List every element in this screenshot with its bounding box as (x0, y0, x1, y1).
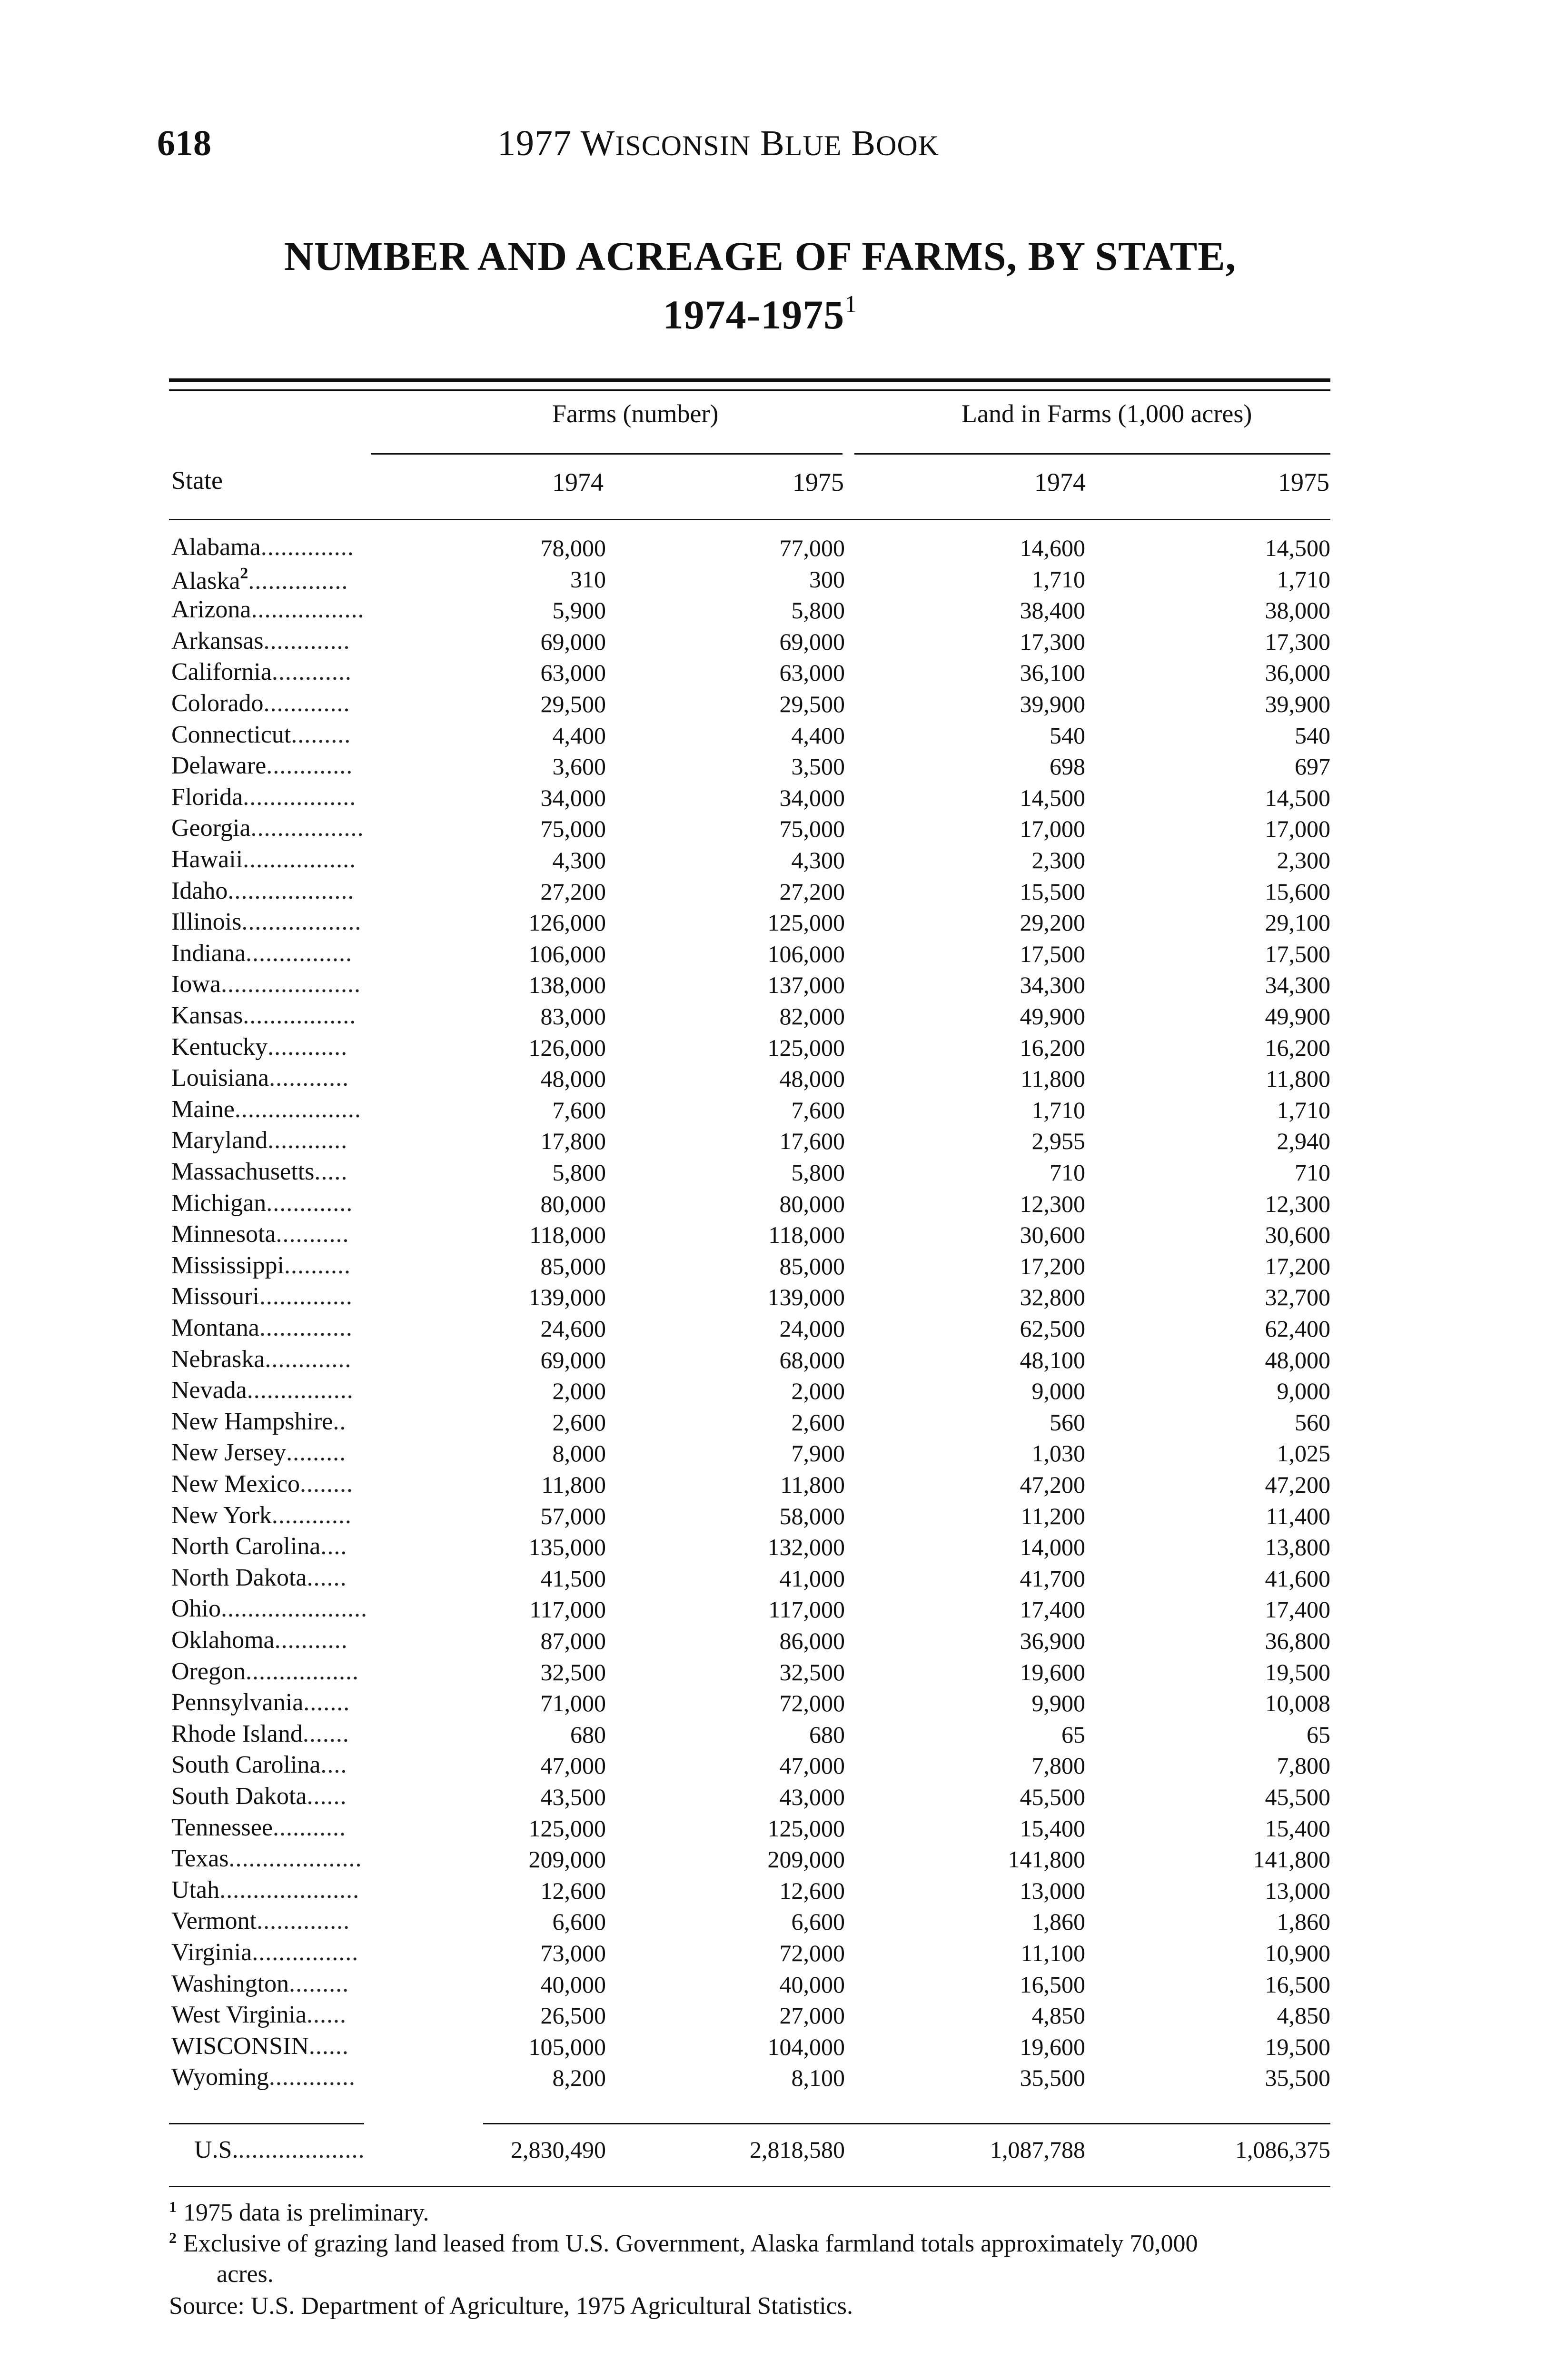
cell-land-1975: 17,000 (1265, 815, 1330, 842)
cell-land-1974: 1,710 (1031, 1097, 1085, 1123)
cell-land-1975: 62,400 (1265, 1315, 1330, 1342)
cell-land-1975: 540 (1295, 722, 1330, 749)
state-name: New Jersey......... (171, 1439, 347, 1466)
cell-farms-1974: 138,000 (528, 972, 606, 998)
header-farms-1974: 1974 (552, 468, 604, 496)
state-name: Montana.............. (171, 1314, 353, 1341)
cell-farms-1975: 7,900 (791, 1440, 845, 1467)
cell-farms-1974: 83,000 (540, 1003, 606, 1030)
cell-farms-1975: 24,000 (779, 1315, 845, 1342)
cell-land-1975: 16,500 (1265, 1971, 1330, 1998)
cell-farms-1974: 2,000 (552, 1378, 606, 1404)
cell-land-1974: 11,800 (1021, 1065, 1085, 1092)
cell-land-1975: 11,800 (1266, 1065, 1330, 1092)
cell-land-1975: 1,860 (1277, 1908, 1330, 1935)
cell-farms-1974: 24,600 (540, 1315, 606, 1342)
cell-land-1975: 13,800 (1265, 1534, 1330, 1560)
cell-land-1974: 38,400 (1020, 597, 1085, 624)
cell-land-1975: 36,000 (1265, 659, 1330, 686)
state-name: Washington......... (171, 1970, 349, 1997)
cell-farms-1974: 5,900 (552, 597, 606, 624)
footnote-1: $^1$ 1975 data is preliminary. (169, 2198, 429, 2226)
cell-farms-1974: 11,800 (541, 1471, 606, 1498)
cell-farms-1974: 2,600 (552, 1409, 606, 1436)
total-rule-left (169, 2123, 364, 2124)
cell-farms-1975: 27,000 (779, 2002, 845, 2029)
cell-land-1974: 16,500 (1020, 1971, 1085, 1998)
cell-farms-1974: 47,000 (540, 1752, 606, 1779)
cell-land-1975: 15,600 (1265, 878, 1330, 905)
cell-farms-1974: 69,000 (540, 628, 606, 655)
cell-land-1975: 17,500 (1265, 941, 1330, 967)
cell-farms-1975: 6,600 (791, 1908, 845, 1935)
cell-farms-1974: 209,000 (528, 1846, 606, 1873)
state-name: Pennsylvania....... (171, 1689, 350, 1716)
state-name: North Dakota...... (171, 1564, 347, 1591)
cell-land-1975: 35,500 (1265, 2064, 1330, 2091)
cell-land-1974: 2,955 (1031, 1128, 1085, 1154)
cell-farms-1975: 118,000 (768, 1221, 845, 1248)
cell-land-1975: 7,800 (1277, 1752, 1330, 1779)
cell-farms-1974: 73,000 (540, 1940, 606, 1966)
cell-farms-1974: 139,000 (528, 1284, 606, 1310)
cell-land-1974: 14,000 (1020, 1534, 1085, 1560)
cell-farms-1974: 48,000 (540, 1065, 606, 1092)
total-land-1975: 1,086,375 (1235, 2136, 1330, 2163)
cell-land-1974: 39,900 (1020, 691, 1085, 717)
cell-land-1975: 41,600 (1265, 1565, 1330, 1592)
cell-land-1974: 1,710 (1031, 566, 1085, 593)
header-land-1974: 1974 (1034, 468, 1086, 496)
cell-land-1975: 4,850 (1277, 2002, 1330, 2029)
cell-farms-1975: 125,000 (767, 909, 845, 936)
cell-land-1974: 34,300 (1020, 972, 1085, 998)
state-name: Delaware............. (171, 752, 353, 779)
header-farms-1975: 1975 (793, 468, 844, 496)
cell-land-1974: 9,900 (1031, 1690, 1085, 1716)
state-name: Vermont.............. (171, 1907, 350, 1934)
cell-farms-1975: 17,600 (779, 1128, 845, 1154)
cell-farms-1974: 126,000 (528, 909, 606, 936)
cell-farms-1974: 34,000 (540, 784, 606, 811)
cell-land-1974: 29,200 (1020, 909, 1085, 936)
total-state: U.S.................... (194, 2136, 365, 2163)
cell-land-1975: 15,400 (1265, 1815, 1330, 1842)
running-head: 1977 WISCONSIN BLUE BOOK (497, 123, 940, 163)
cell-land-1974: 540 (1050, 722, 1085, 749)
cell-land-1975: 65 (1307, 1721, 1330, 1748)
cell-land-1975: 30,600 (1265, 1221, 1330, 1248)
state-name: Oklahoma........... (171, 1626, 348, 1654)
state-name: Texas.................... (171, 1845, 362, 1872)
cell-farms-1974: 80,000 (540, 1190, 606, 1217)
cell-farms-1975: 125,000 (767, 1815, 845, 1842)
header-farms-number: Farms (number) (552, 399, 719, 428)
cell-farms-1975: 29,500 (779, 691, 845, 717)
state-name: Alaska$^2$............... (171, 565, 348, 595)
cell-farms-1974: 680 (570, 1721, 606, 1748)
cell-farms-1974: 63,000 (540, 659, 606, 686)
cell-farms-1975: 300 (809, 566, 845, 593)
cell-land-1974: 560 (1050, 1409, 1085, 1436)
cell-farms-1974: 87,000 (540, 1627, 606, 1654)
table-title: NUMBER AND ACREAGE OF FARMS, BY STATE, (284, 233, 1237, 279)
cell-farms-1975: 40,000 (779, 1971, 845, 1998)
cell-farms-1975: 2,000 (791, 1378, 845, 1404)
cell-land-1975: 19,500 (1265, 2033, 1330, 2060)
cell-farms-1975: 117,000 (768, 1596, 845, 1623)
cell-farms-1975: 80,000 (779, 1190, 845, 1217)
cell-land-1974: 47,200 (1020, 1471, 1085, 1498)
top-rule-thick (169, 378, 1330, 382)
cell-farms-1974: 135,000 (528, 1534, 606, 1560)
cell-land-1974: 36,100 (1020, 659, 1085, 686)
state-name: Alabama.............. (171, 534, 354, 561)
cell-land-1975: 9,000 (1277, 1378, 1330, 1404)
state-name: Georgia................. (171, 814, 364, 842)
cell-land-1975: 710 (1295, 1159, 1330, 1186)
cell-land-1975: 17,400 (1265, 1596, 1330, 1623)
cell-land-1975: 10,008 (1265, 1690, 1330, 1716)
cell-land-1975: 34,300 (1265, 972, 1330, 998)
cell-land-1975: 19,500 (1265, 1659, 1330, 1686)
cell-farms-1975: 72,000 (779, 1940, 845, 1966)
cell-farms-1975: 69,000 (779, 628, 845, 655)
cell-farms-1975: 27,200 (779, 878, 845, 905)
cell-land-1975: 49,900 (1265, 1003, 1330, 1030)
state-name: Mississippi.......... (171, 1252, 351, 1279)
cell-land-1974: 19,600 (1020, 2033, 1085, 2060)
state-name: Rhode Island....... (171, 1720, 349, 1747)
cell-land-1974: 65 (1061, 1721, 1085, 1748)
state-name: Missouri.............. (171, 1283, 353, 1310)
state-name: Ohio...................... (171, 1595, 367, 1622)
cell-land-1974: 14,600 (1020, 535, 1085, 561)
cell-farms-1975: 11,800 (780, 1471, 845, 1498)
cell-farms-1975: 34,000 (779, 784, 845, 811)
cell-farms-1974: 310 (570, 566, 606, 593)
cell-land-1974: 30,600 (1020, 1221, 1085, 1248)
state-name: Kansas................. (171, 1002, 357, 1029)
total-land-1974: 1,087,788 (990, 2136, 1085, 2163)
cell-land-1974: 15,500 (1020, 878, 1085, 905)
cell-farms-1975: 75,000 (779, 815, 845, 842)
cell-land-1975: 14,500 (1265, 535, 1330, 561)
cell-farms-1975: 82,000 (779, 1003, 845, 1030)
cell-land-1974: 1,030 (1031, 1440, 1085, 1467)
state-name: Massachusetts..... (171, 1158, 348, 1185)
cell-farms-1975: 41,000 (779, 1565, 845, 1592)
cell-farms-1975: 2,600 (791, 1409, 845, 1436)
state-name: Iowa..................... (171, 971, 361, 998)
cell-farms-1974: 3,600 (552, 753, 606, 780)
cell-farms-1974: 6,600 (552, 1908, 606, 1935)
cell-farms-1975: 139,000 (767, 1284, 845, 1310)
cell-land-1975: 39,900 (1265, 691, 1330, 717)
header-bottom-rule (169, 519, 1330, 520)
state-name: Arizona................. (171, 596, 365, 623)
state-name: Colorado............. (171, 690, 350, 717)
cell-farms-1974: 105,000 (528, 2033, 606, 2060)
cell-land-1975: 48,000 (1265, 1347, 1330, 1373)
cell-land-1975: 17,300 (1265, 628, 1330, 655)
state-name: Arkansas............. (171, 627, 350, 654)
page-number: 618 (157, 123, 211, 163)
state-name: Florida................. (171, 783, 357, 811)
cell-land-1974: 17,300 (1020, 628, 1085, 655)
cell-land-1974: 13,000 (1020, 1877, 1085, 1904)
cell-land-1974: 1,860 (1031, 1908, 1085, 1935)
cell-land-1974: 41,700 (1020, 1565, 1085, 1592)
cell-land-1975: 13,000 (1265, 1877, 1330, 1904)
cell-farms-1974: 117,000 (529, 1596, 606, 1623)
cell-farms-1975: 106,000 (767, 941, 845, 967)
cell-land-1974: 62,500 (1020, 1315, 1085, 1342)
state-name: New York............ (171, 1502, 352, 1529)
cell-farms-1975: 58,000 (779, 1503, 845, 1529)
cell-land-1974: 710 (1050, 1159, 1085, 1186)
total-farms-1975: 2,818,580 (750, 2136, 845, 2163)
cell-land-1974: 19,600 (1020, 1659, 1085, 1686)
top-rule-thin (169, 389, 1330, 391)
cell-farms-1975: 63,000 (779, 659, 845, 686)
cell-farms-1974: 57,000 (540, 1503, 606, 1529)
cell-farms-1974: 71,000 (540, 1690, 606, 1716)
state-name: Minnesota........... (171, 1220, 349, 1248)
cell-farms-1974: 27,200 (540, 878, 606, 905)
state-name: Wyoming............. (171, 2063, 356, 2091)
cell-farms-1974: 8,000 (552, 1440, 606, 1467)
cell-farms-1975: 4,300 (791, 847, 845, 873)
state-name: South Carolina.... (171, 1751, 347, 1778)
state-name: North Carolina.... (171, 1533, 347, 1560)
state-name: New Mexico........ (171, 1470, 354, 1497)
cell-land-1974: 141,800 (1008, 1846, 1085, 1873)
state-name: Nevada................ (171, 1377, 354, 1404)
cell-land-1975: 1,710 (1277, 566, 1330, 593)
state-name: Connecticut......... (171, 721, 351, 748)
cell-farms-1975: 5,800 (791, 597, 845, 624)
cell-land-1974: 17,000 (1020, 815, 1085, 842)
bottom-rule (169, 2186, 1330, 2187)
cell-farms-1974: 126,000 (528, 1034, 606, 1061)
state-name: California............ (171, 658, 352, 685)
title-footnote-mark: 1 (844, 291, 858, 318)
cell-farms-1974: 43,500 (540, 1784, 606, 1810)
cell-farms-1974: 17,800 (540, 1128, 606, 1154)
cell-land-1975: 32,700 (1265, 1284, 1330, 1310)
cell-farms-1975: 85,000 (779, 1253, 845, 1279)
cell-farms-1974: 69,000 (540, 1347, 606, 1373)
cell-land-1975: 1,710 (1277, 1097, 1330, 1123)
cell-farms-1974: 32,500 (540, 1659, 606, 1686)
cell-land-1974: 49,900 (1020, 1003, 1085, 1030)
cell-land-1974: 35,500 (1020, 2064, 1085, 2091)
cell-land-1974: 12,300 (1020, 1190, 1085, 1217)
cell-land-1974: 16,200 (1020, 1034, 1085, 1061)
state-name: Illinois.................. (171, 908, 362, 935)
cell-land-1974: 4,850 (1031, 2002, 1085, 2029)
cell-farms-1975: 680 (809, 1721, 845, 1748)
cell-farms-1975: 5,800 (791, 1159, 845, 1186)
cell-farms-1974: 118,000 (529, 1221, 606, 1248)
cell-land-1975: 17,200 (1265, 1253, 1330, 1279)
cell-land-1975: 141,800 (1253, 1846, 1330, 1873)
state-name: Michigan............. (171, 1190, 353, 1217)
cell-farms-1974: 85,000 (540, 1253, 606, 1279)
cell-land-1975: 2,940 (1277, 1128, 1330, 1154)
cell-farms-1974: 40,000 (540, 1971, 606, 1998)
cell-farms-1975: 72,000 (779, 1690, 845, 1716)
cell-farms-1975: 43,000 (779, 1784, 845, 1810)
state-name: Hawaii................. (171, 846, 357, 873)
table-title-years: 1974-1975$^1$ (663, 291, 858, 337)
cell-farms-1974: 12,600 (540, 1877, 606, 1904)
cell-land-1975: 36,800 (1265, 1627, 1330, 1654)
cell-land-1974: 15,400 (1020, 1815, 1085, 1842)
state-name: South Dakota...... (171, 1783, 347, 1810)
header-land-1975: 1975 (1278, 468, 1329, 496)
cell-farms-1974: 106,000 (528, 941, 606, 967)
cell-land-1974: 32,800 (1020, 1284, 1085, 1310)
cell-land-1975: 14,500 (1265, 784, 1330, 811)
state-name: Oregon................. (171, 1658, 359, 1685)
state-name: West Virginia...... (171, 2001, 347, 2028)
cell-farms-1975: 8,100 (791, 2064, 845, 2091)
state-name: Louisiana............ (171, 1064, 349, 1091)
cell-land-1975: 29,100 (1265, 909, 1330, 936)
cell-land-1975: 1,025 (1277, 1440, 1330, 1467)
cell-farms-1975: 125,000 (767, 1034, 845, 1061)
cell-land-1975: 10,900 (1265, 1940, 1330, 1966)
cell-land-1975: 11,400 (1266, 1503, 1330, 1529)
cell-land-1974: 17,200 (1020, 1253, 1085, 1279)
state-name: Maine................... (171, 1096, 361, 1123)
header-land-in-farms: Land in Farms (1,000 acres) (961, 399, 1252, 428)
state-name: Utah..................... (171, 1876, 360, 1904)
cell-land-1974: 2,300 (1031, 847, 1085, 873)
cell-land-1975: 45,500 (1265, 1784, 1330, 1810)
state-name: Indiana................ (171, 940, 352, 967)
cell-land-1975: 697 (1295, 753, 1330, 780)
state-name: Tennessee........... (171, 1814, 346, 1841)
cell-farms-1974: 8,200 (552, 2064, 606, 2091)
cell-farms-1974: 75,000 (540, 815, 606, 842)
cell-farms-1974: 26,500 (540, 2002, 606, 2029)
cell-land-1974: 17,500 (1020, 941, 1085, 967)
header-group-rule-land (854, 453, 1330, 455)
cell-farms-1975: 68,000 (779, 1347, 845, 1373)
cell-land-1975: 47,200 (1265, 1471, 1330, 1498)
cell-farms-1974: 78,000 (540, 535, 606, 561)
cell-land-1974: 11,200 (1021, 1503, 1085, 1529)
cell-farms-1974: 4,300 (552, 847, 606, 873)
cell-land-1974: 17,400 (1020, 1596, 1085, 1623)
cell-farms-1974: 41,500 (540, 1565, 606, 1592)
state-name: New Hampshire.. (171, 1408, 347, 1435)
cell-farms-1974: 125,000 (528, 1815, 606, 1842)
state-name: Idaho................... (171, 877, 355, 904)
cell-land-1974: 7,800 (1031, 1752, 1085, 1779)
header-state: State (171, 466, 223, 495)
state-name: WISCONSIN...... (171, 2033, 349, 2060)
state-name: Nebraska............. (171, 1346, 352, 1373)
header-group-rule-farms (371, 453, 842, 455)
cell-farms-1975: 104,000 (767, 2033, 845, 2060)
cell-farms-1975: 209,000 (767, 1846, 845, 1873)
cell-land-1974: 48,100 (1020, 1347, 1085, 1373)
cell-farms-1975: 77,000 (779, 535, 845, 561)
footnote-mark: 2 (240, 565, 248, 582)
cell-land-1975: 12,300 (1265, 1190, 1330, 1217)
cell-land-1974: 9,000 (1031, 1378, 1085, 1404)
cell-farms-1975: 48,000 (779, 1065, 845, 1092)
cell-farms-1975: 47,000 (779, 1752, 845, 1779)
total-farms-1974: 2,830,490 (511, 2136, 606, 2163)
cell-land-1975: 16,200 (1265, 1034, 1330, 1061)
cell-farms-1975: 132,000 (767, 1534, 845, 1560)
cell-farms-1975: 7,600 (791, 1097, 845, 1123)
cell-land-1974: 36,900 (1020, 1627, 1085, 1654)
cell-farms-1975: 4,400 (791, 722, 845, 749)
cell-farms-1975: 137,000 (767, 972, 845, 998)
cell-farms-1974: 4,400 (552, 722, 606, 749)
total-rule-right (483, 2123, 1330, 2124)
cell-land-1975: 2,300 (1277, 847, 1330, 873)
footnote-2-continued: acres. (217, 2261, 274, 2288)
cell-land-1975: 560 (1295, 1409, 1330, 1436)
cell-land-1974: 45,500 (1020, 1784, 1085, 1810)
source-note: Source: U.S. Department of Agriculture, 1975 Agricultural Statistics. (169, 2292, 853, 2320)
cell-farms-1974: 7,600 (552, 1097, 606, 1123)
cell-farms-1975: 12,600 (779, 1877, 845, 1904)
cell-farms-1975: 32,500 (779, 1659, 845, 1686)
footnote-2: $^2$ Exclusive of grazing land leased from U.S. Government, Alaska farmland totals approximately 70,000 (169, 2229, 1198, 2257)
state-name: Virginia................ (171, 1939, 359, 1966)
cell-land-1974: 698 (1050, 753, 1085, 780)
state-name: Kentucky............ (171, 1033, 348, 1061)
cell-land-1974: 11,100 (1021, 1940, 1085, 1966)
cell-farms-1975: 3,500 (791, 753, 845, 780)
cell-farms-1974: 29,500 (540, 691, 606, 717)
cell-land-1975: 38,000 (1265, 597, 1330, 624)
cell-land-1974: 14,500 (1020, 784, 1085, 811)
cell-farms-1974: 5,800 (552, 1159, 606, 1186)
state-name: Maryland............ (171, 1127, 348, 1154)
cell-farms-1975: 86,000 (779, 1627, 845, 1654)
